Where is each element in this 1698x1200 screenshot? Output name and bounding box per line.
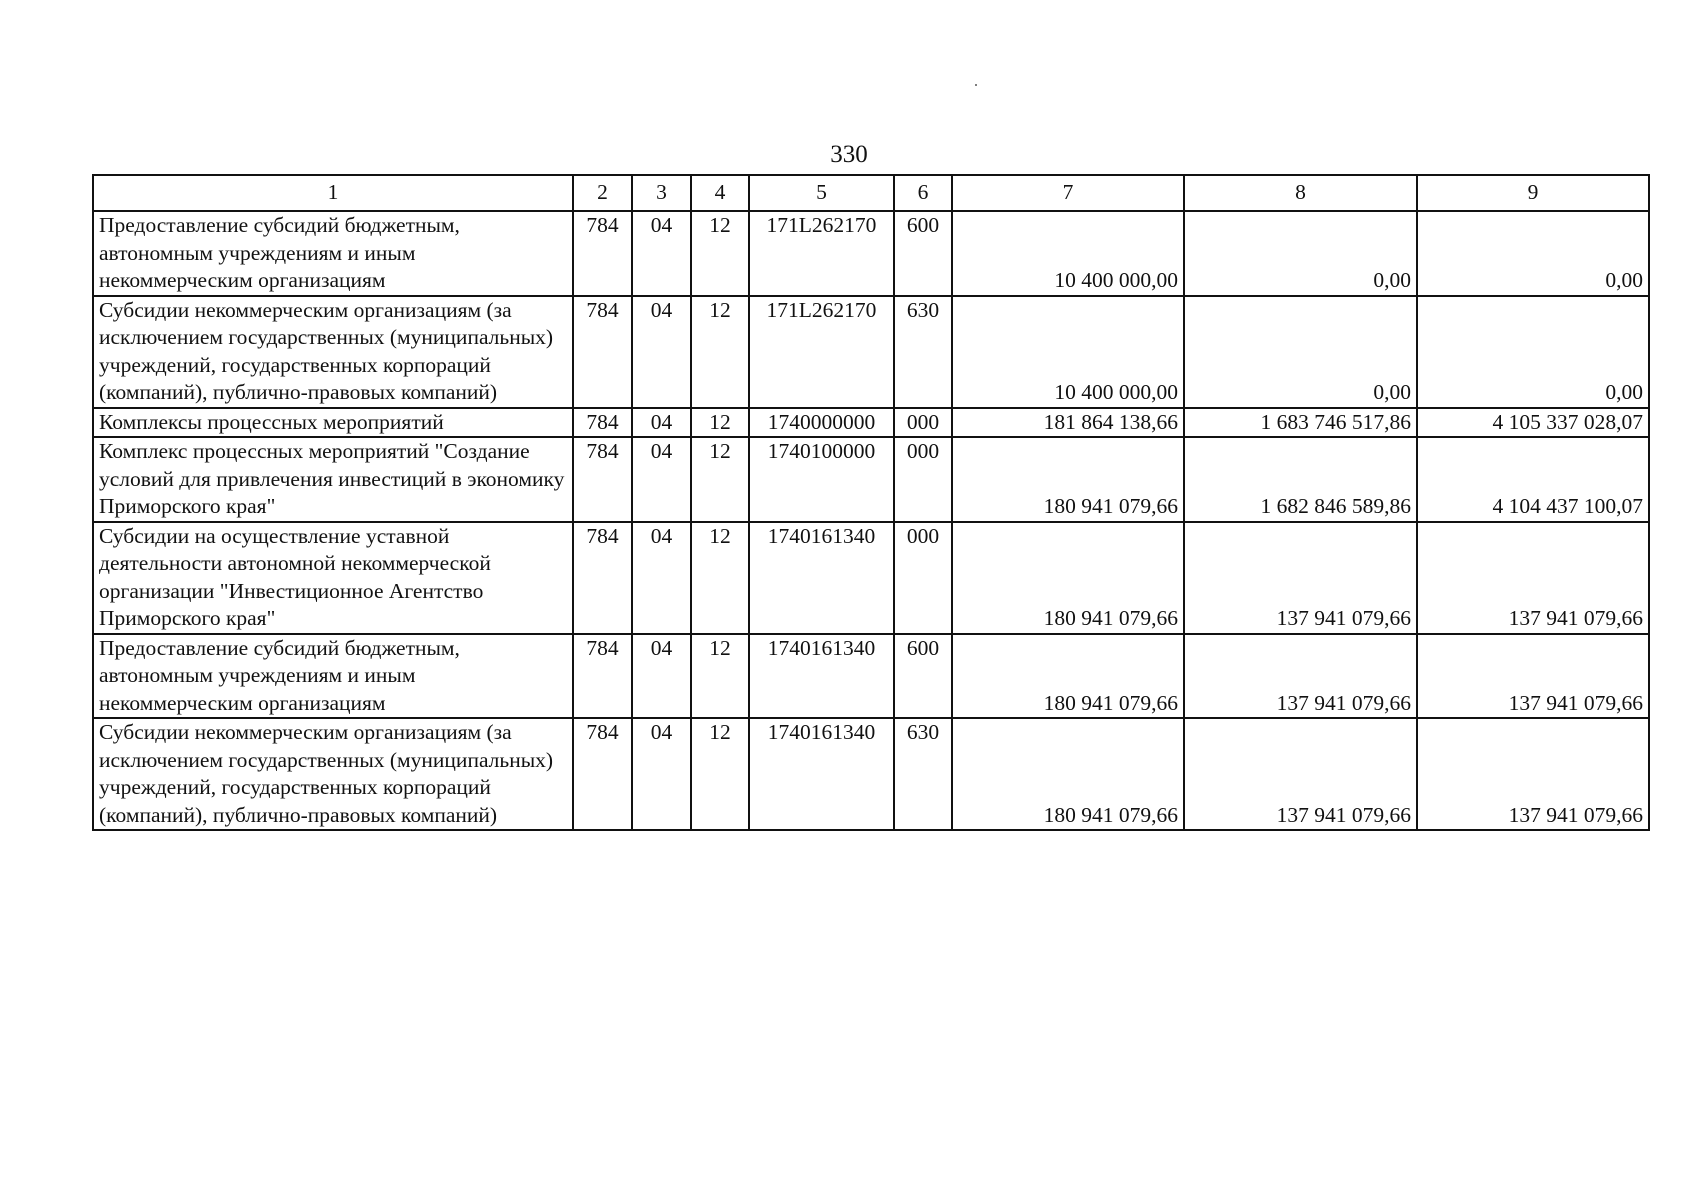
- target-article-code: 1740000000: [749, 408, 894, 438]
- row-name: Субсидии некоммерческим организациям (за исключением государственных (муниципальных) учреждений, государственных корпораций (компаний), публично-правовых компаний): [93, 296, 573, 408]
- subsection-code: 12: [691, 296, 749, 408]
- target-article-code: 171L262170: [749, 296, 894, 408]
- subsection-code: 12: [691, 522, 749, 634]
- amount-col9: 137 941 079,66: [1417, 522, 1649, 634]
- budget-table: [92, 174, 1650, 831]
- ministry-code: 784: [573, 718, 632, 830]
- amount-col8: 137 941 079,66: [1184, 634, 1417, 719]
- table-header-row: [93, 175, 1649, 211]
- target-article-code: 1740161340: [749, 522, 894, 634]
- section-code: 04: [632, 634, 691, 719]
- target-article-code: 1740100000: [749, 437, 894, 522]
- amount-col7: 180 941 079,66: [952, 522, 1184, 634]
- table-row: [93, 522, 1649, 634]
- amount-col9: 4 104 437 100,07: [1417, 437, 1649, 522]
- ministry-code: 784: [573, 634, 632, 719]
- section-code: 04: [632, 296, 691, 408]
- amount-col9: 0,00: [1417, 211, 1649, 296]
- table-row: [93, 634, 1649, 719]
- amount-col8: 0,00: [1184, 296, 1417, 408]
- subsection-code: 12: [691, 408, 749, 438]
- amount-col9: 0,00: [1417, 296, 1649, 408]
- amount-col8: 137 941 079,66: [1184, 522, 1417, 634]
- subsection-code: 12: [691, 437, 749, 522]
- subsection-code: 12: [691, 718, 749, 830]
- section-code: 04: [632, 522, 691, 634]
- target-article-code: 1740161340: [749, 634, 894, 719]
- column-header: 9: [1417, 175, 1649, 211]
- amount-col7: 181 864 138,66: [952, 408, 1184, 438]
- amount-col7: 180 941 079,66: [952, 437, 1184, 522]
- ministry-code: 784: [573, 408, 632, 438]
- expense-type-code: 630: [894, 718, 952, 830]
- page-number: 330: [830, 141, 868, 168]
- table-row: [93, 211, 1649, 296]
- expense-type-code: 000: [894, 522, 952, 634]
- column-header: 6: [894, 175, 952, 211]
- amount-col7: 10 400 000,00: [952, 211, 1184, 296]
- column-header: 7: [952, 175, 1184, 211]
- table-row: [93, 437, 1649, 522]
- section-code: 04: [632, 437, 691, 522]
- ministry-code: 784: [573, 211, 632, 296]
- row-name: Комплекс процессных мероприятий "Создание условий для привлечения инвестиций в экономику Приморского края": [93, 437, 573, 522]
- amount-col7: 180 941 079,66: [952, 718, 1184, 830]
- target-article-code: 171L262170: [749, 211, 894, 296]
- row-name: Субсидии некоммерческим организациям (за исключением государственных (муниципальных) учреждений, государственных корпораций (компаний), публично-правовых компаний): [93, 718, 573, 830]
- ministry-code: 784: [573, 437, 632, 522]
- column-header: 2: [573, 175, 632, 211]
- row-name: Комплексы процессных мероприятий: [93, 408, 573, 438]
- section-code: 04: [632, 408, 691, 438]
- amount-col7: 10 400 000,00: [952, 296, 1184, 408]
- subsection-code: 12: [691, 634, 749, 719]
- amount-col8: 0,00: [1184, 211, 1417, 296]
- column-header: 8: [1184, 175, 1417, 211]
- amount-col8: 1 682 846 589,86: [1184, 437, 1417, 522]
- row-name: Предоставление субсидий бюджетным, автономным учреждениям и иным некоммерческим организациям: [93, 211, 573, 296]
- section-code: 04: [632, 211, 691, 296]
- expense-type-code: 600: [894, 634, 952, 719]
- column-header: 3: [632, 175, 691, 211]
- scan-speck: [975, 84, 977, 86]
- expense-type-code: 000: [894, 437, 952, 522]
- column-header: 4: [691, 175, 749, 211]
- expense-type-code: 000: [894, 408, 952, 438]
- column-header: 5: [749, 175, 894, 211]
- ministry-code: 784: [573, 296, 632, 408]
- expense-type-code: 600: [894, 211, 952, 296]
- amount-col7: 180 941 079,66: [952, 634, 1184, 719]
- amount-col9: 137 941 079,66: [1417, 634, 1649, 719]
- amount-col8: 1 683 746 517,86: [1184, 408, 1417, 438]
- table-row: [93, 718, 1649, 830]
- section-code: 04: [632, 718, 691, 830]
- amount-col9: 137 941 079,66: [1417, 718, 1649, 830]
- row-name: Субсидии на осуществление уставной деятельности автономной некоммерческой организации "Инвестиционное Агентство Приморского края": [93, 522, 573, 634]
- table-row: [93, 296, 1649, 408]
- ministry-code: 784: [573, 522, 632, 634]
- expense-type-code: 630: [894, 296, 952, 408]
- amount-col9: 4 105 337 028,07: [1417, 408, 1649, 438]
- target-article-code: 1740161340: [749, 718, 894, 830]
- row-name: Предоставление субсидий бюджетным, автономным учреждениям и иным некоммерческим организациям: [93, 634, 573, 719]
- amount-col8: 137 941 079,66: [1184, 718, 1417, 830]
- table-row: [93, 408, 1649, 438]
- subsection-code: 12: [691, 211, 749, 296]
- column-header: 1: [93, 175, 573, 211]
